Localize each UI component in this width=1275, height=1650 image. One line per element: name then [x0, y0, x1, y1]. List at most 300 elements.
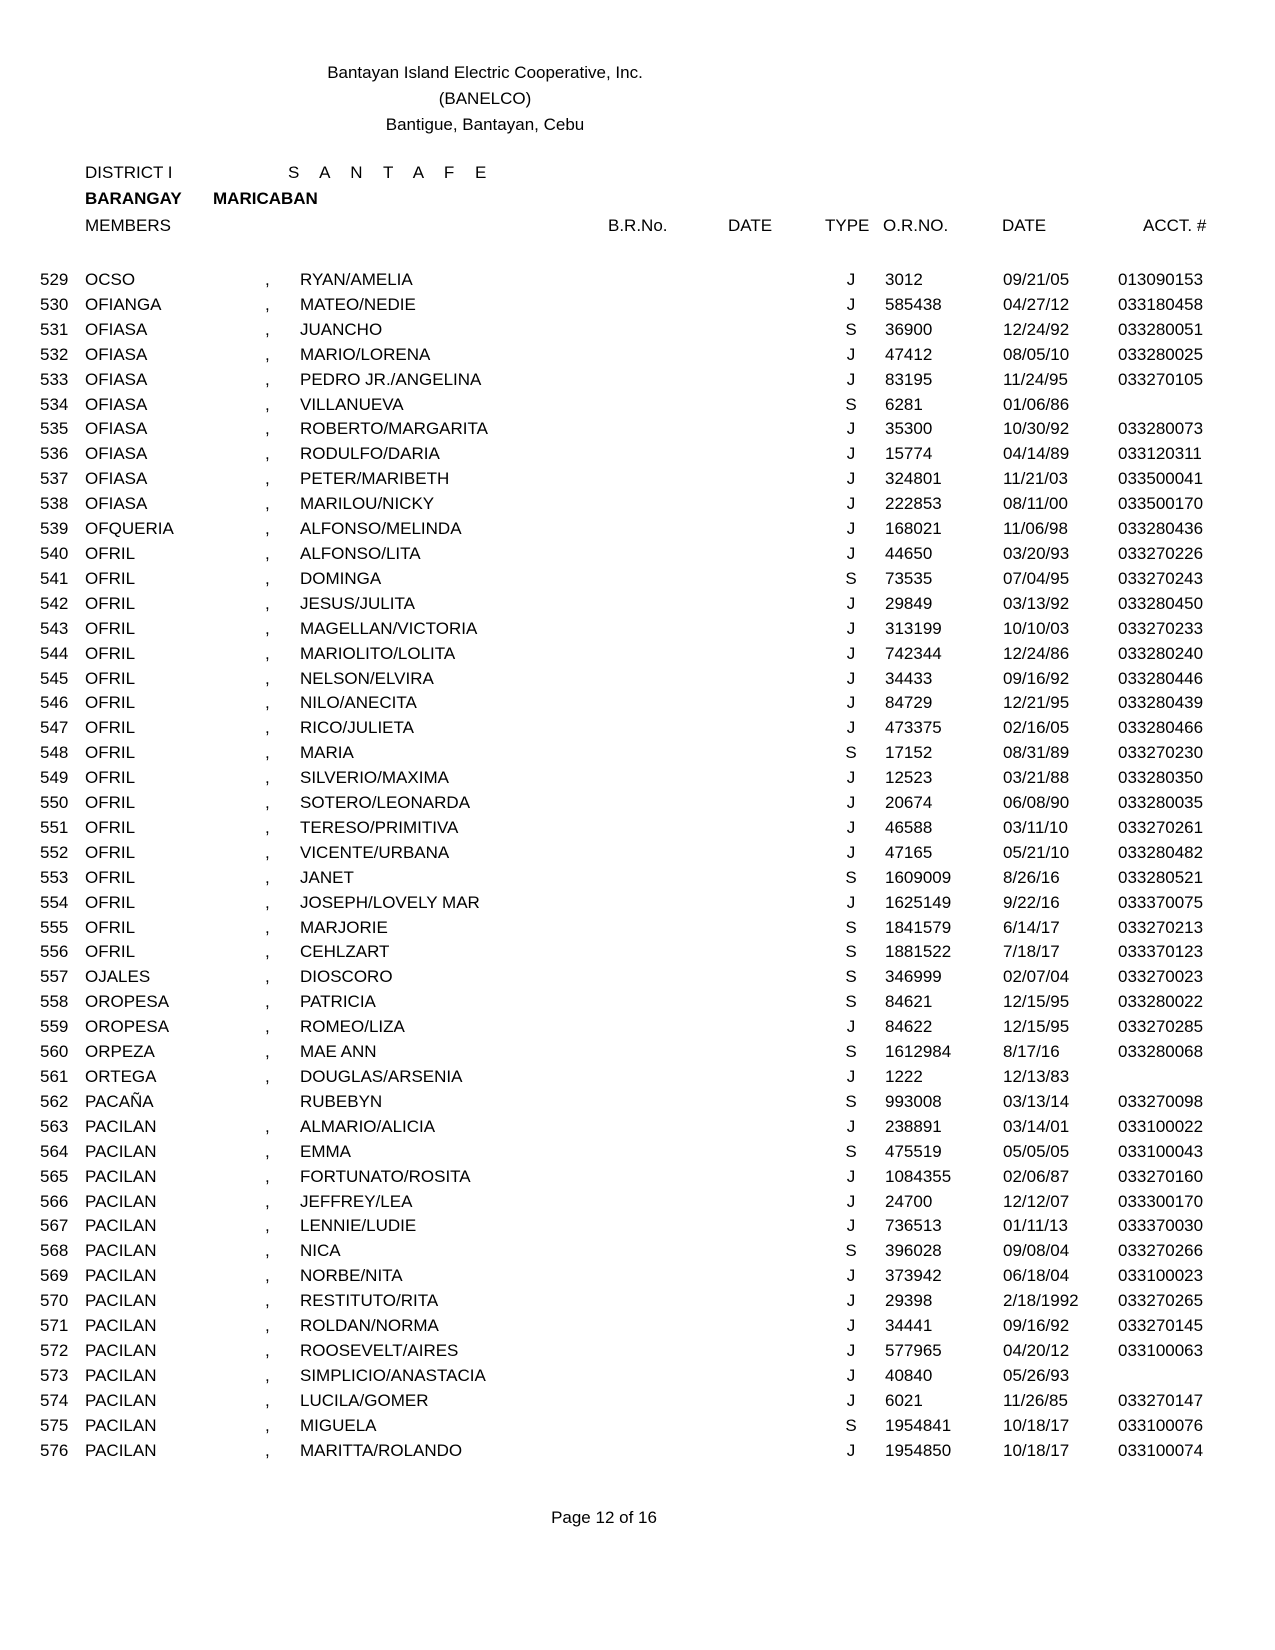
- membership-type: J: [846, 668, 856, 688]
- or-number: 15774: [885, 444, 933, 464]
- account-number: 033100074: [1118, 1440, 1204, 1460]
- surname: PACILAN: [85, 1415, 157, 1435]
- given-name: ALMARIO/ALICIA: [300, 1116, 436, 1136]
- member-row: [0, 992, 1275, 1017]
- member-row: [0, 743, 1275, 768]
- account-number: 033280025: [1118, 344, 1204, 364]
- given-name: MARIA: [300, 743, 354, 763]
- surname: PACILAN: [85, 1166, 157, 1186]
- account-number: 033100043: [1118, 1141, 1204, 1161]
- name-separator: ,: [265, 1390, 270, 1410]
- name-separator: ,: [265, 469, 270, 489]
- name-separator: ,: [265, 1191, 270, 1211]
- member-row: [0, 1391, 1275, 1416]
- given-name: LUCILA/GOMER: [300, 1390, 429, 1410]
- surname: PACILAN: [85, 1291, 157, 1311]
- row-number: 568: [40, 1241, 69, 1261]
- given-name: RUBEBYN: [300, 1091, 383, 1111]
- surname: PACILAN: [85, 1141, 157, 1161]
- membership-type: S: [845, 917, 857, 937]
- or-number: 29398: [885, 1291, 933, 1311]
- given-name: MARILOU/NICKY: [300, 494, 435, 514]
- account-number: 033100023: [1118, 1266, 1204, 1286]
- account-number: 033280466: [1118, 718, 1204, 738]
- given-name: ROMEO/LIZA: [300, 1017, 405, 1037]
- row-number: 555: [40, 917, 69, 937]
- or-number: 1609009: [885, 867, 952, 887]
- member-row: [0, 295, 1275, 320]
- membership-type: S: [845, 1415, 857, 1435]
- row-number: 533: [40, 369, 69, 389]
- surname: PACAÑA: [85, 1091, 154, 1111]
- name-separator: ,: [265, 1116, 270, 1136]
- or-date: 01/11/13: [1003, 1216, 1068, 1236]
- or-date: 04/27/12: [1003, 294, 1070, 314]
- given-name: ALFONSO/LITA: [300, 543, 421, 563]
- or-date: 08/05/10: [1003, 344, 1070, 364]
- account-number: 033280439: [1118, 693, 1204, 713]
- given-name: NELSON/ELVIRA: [300, 668, 434, 688]
- name-separator: ,: [265, 1017, 270, 1037]
- or-date: 7/18/17: [1003, 942, 1060, 962]
- row-number: 565: [40, 1166, 69, 1186]
- membership-type: J: [846, 419, 856, 439]
- membership-type: J: [846, 444, 856, 464]
- account-number: 033270105: [1118, 369, 1204, 389]
- given-name: RICO/JULIETA: [300, 718, 414, 738]
- row-number: 549: [40, 768, 69, 788]
- membership-type: J: [846, 270, 856, 289]
- row-number: 539: [40, 519, 69, 539]
- membership-type: J: [846, 618, 856, 638]
- name-separator: ,: [265, 992, 270, 1012]
- or-date: 2/18/1992: [1003, 1291, 1079, 1311]
- or-number: 12523: [885, 768, 933, 788]
- or-number: 47165: [885, 842, 933, 862]
- member-row: [0, 370, 1275, 395]
- surname: PACILAN: [85, 1116, 157, 1136]
- surname: OFRIL: [85, 892, 136, 912]
- member-row: [0, 395, 1275, 420]
- name-separator: ,: [265, 1340, 270, 1360]
- membership-type: S: [845, 1042, 857, 1062]
- or-date: 02/06/87: [1003, 1166, 1070, 1186]
- name-separator: ,: [265, 419, 270, 439]
- account-number: 033280482: [1118, 842, 1204, 862]
- given-name: JANET: [300, 867, 354, 887]
- name-separator: ,: [265, 668, 270, 688]
- account-number: 033270213: [1118, 917, 1204, 937]
- membership-type: S: [845, 1141, 857, 1161]
- row-number: 572: [40, 1340, 69, 1360]
- membership-type: J: [846, 817, 856, 837]
- surname: OFRIL: [85, 668, 136, 688]
- given-name: DIOSCORO: [300, 967, 393, 987]
- member-row: [0, 1092, 1275, 1117]
- or-number: 1625149: [885, 892, 952, 912]
- account-number: 033270160: [1118, 1166, 1204, 1186]
- given-name: NORBE/NITA: [300, 1266, 403, 1286]
- member-row: [0, 1441, 1275, 1466]
- given-name: PETER/MARIBETH: [300, 469, 450, 489]
- row-number: 540: [40, 543, 69, 563]
- account-number: 033370075: [1118, 892, 1204, 912]
- surname: PACILAN: [85, 1440, 157, 1460]
- member-row: [0, 967, 1275, 992]
- given-name: EMMA: [300, 1141, 351, 1161]
- row-number: 575: [40, 1415, 69, 1435]
- member-row: [0, 1042, 1275, 1067]
- or-date: 06/08/90: [1003, 793, 1070, 813]
- row-number: 530: [40, 294, 69, 314]
- member-row: [0, 1142, 1275, 1167]
- surname: ORTEGA: [85, 1067, 157, 1086]
- account-number: 033300170: [1118, 1191, 1204, 1211]
- or-number: 36900: [885, 319, 933, 339]
- membership-type: J: [846, 693, 856, 713]
- surname: OJALES: [85, 967, 151, 987]
- or-number: 1954850: [885, 1440, 952, 1460]
- row-number: 545: [40, 668, 69, 688]
- row-number: 563: [40, 1116, 69, 1136]
- name-separator: ,: [265, 294, 270, 314]
- or-number: 168021: [885, 519, 942, 539]
- surname: PACILAN: [85, 1390, 157, 1410]
- or-number: 1612984: [885, 1042, 952, 1062]
- row-number: 571: [40, 1316, 69, 1336]
- member-row: [0, 918, 1275, 943]
- membership-type: S: [845, 967, 857, 987]
- account-number: 033280521: [1118, 867, 1204, 887]
- membership-type: S: [845, 394, 857, 414]
- given-name: FORTUNATO/ROSITA: [300, 1166, 471, 1186]
- surname: OROPESA: [85, 992, 170, 1012]
- name-separator: ,: [265, 394, 270, 414]
- account-number: 033280240: [1118, 643, 1204, 663]
- given-name: PEDRO JR./ANGELINA: [300, 369, 482, 389]
- or-date: 8/26/16: [1003, 867, 1060, 887]
- account-number: 033120311: [1118, 444, 1202, 464]
- account-number: 033280450: [1118, 593, 1204, 613]
- barangay-value: MARICABAN: [213, 189, 318, 208]
- surname: OFIASA: [85, 494, 148, 514]
- or-number: 473375: [885, 718, 942, 738]
- given-name: MARJORIE: [300, 917, 388, 937]
- or-number: 1841579: [885, 917, 952, 937]
- member-row: [0, 818, 1275, 843]
- member-row: [0, 1017, 1275, 1042]
- member-row: [0, 419, 1275, 444]
- account-number: 033100076: [1118, 1415, 1204, 1435]
- or-date: 12/15/95: [1003, 1017, 1070, 1037]
- or-date: 07/04/95: [1003, 568, 1070, 588]
- membership-type: J: [846, 793, 856, 813]
- given-name: PATRICIA: [300, 992, 376, 1012]
- account-number: 033280068: [1118, 1042, 1204, 1062]
- membership-type: S: [845, 568, 857, 588]
- given-name: NICA: [300, 1241, 341, 1261]
- membership-type: S: [845, 1241, 857, 1261]
- given-name: MARIOLITO/LOLITA: [300, 643, 456, 663]
- member-row: [0, 619, 1275, 644]
- membership-type: S: [845, 743, 857, 763]
- or-date: 09/16/92: [1003, 1316, 1070, 1336]
- or-date: 04/14/89: [1003, 444, 1070, 464]
- name-separator: ,: [265, 743, 270, 763]
- given-name: RESTITUTO/RITA: [300, 1291, 439, 1311]
- membership-type: J: [846, 1017, 856, 1037]
- member-row: [0, 1266, 1275, 1291]
- row-number: 537: [40, 469, 69, 489]
- member-row: [0, 1067, 1275, 1092]
- or-number: 40840: [885, 1365, 933, 1385]
- column-header-date2: DATE: [1002, 216, 1047, 235]
- or-date: 05/21/10: [1003, 842, 1070, 862]
- row-number: 559: [40, 1017, 69, 1037]
- surname: OFRIL: [85, 867, 136, 887]
- account-number: 033280073: [1118, 419, 1204, 439]
- row-number: 554: [40, 892, 69, 912]
- member-row: [0, 893, 1275, 918]
- row-number: 536: [40, 444, 69, 464]
- membership-type: J: [846, 1216, 856, 1236]
- or-number: 84729: [885, 693, 933, 713]
- or-date: 09/21/05: [1003, 270, 1070, 289]
- surname: PACILAN: [85, 1316, 157, 1336]
- name-separator: ,: [265, 444, 270, 464]
- member-row: [0, 1117, 1275, 1142]
- member-row: [0, 519, 1275, 544]
- given-name: MAE ANN: [300, 1042, 377, 1062]
- given-name: VILLANUEVA: [300, 394, 404, 414]
- membership-type: J: [846, 369, 856, 389]
- member-row: [0, 693, 1275, 718]
- or-number: 6281: [885, 394, 923, 414]
- account-number: 033100063: [1118, 1340, 1204, 1360]
- or-number: 324801: [885, 469, 942, 489]
- given-name: JESUS/JULITA: [300, 593, 415, 613]
- name-separator: ,: [265, 768, 270, 788]
- row-number: 566: [40, 1191, 69, 1211]
- row-number: 534: [40, 394, 69, 414]
- name-separator: ,: [265, 618, 270, 638]
- surname: OFIANGA: [85, 294, 162, 314]
- surname: OFRIL: [85, 643, 136, 663]
- column-header-or-no: O.R.NO.: [883, 216, 949, 235]
- surname: OFIASA: [85, 344, 148, 364]
- column-header-members: MEMBERS: [85, 216, 171, 235]
- account-number: 033270147: [1118, 1390, 1204, 1410]
- name-separator: ,: [265, 967, 270, 987]
- given-name: MARITTA/ROLANDO: [300, 1440, 463, 1460]
- membership-type: J: [846, 1316, 856, 1336]
- row-number: 551: [40, 817, 69, 837]
- membership-type: J: [846, 1291, 856, 1311]
- org-name: Bantayan Island Electric Cooperative, Inc.: [327, 63, 643, 82]
- or-number: 46588: [885, 817, 933, 837]
- given-name: MARIO/LORENA: [300, 344, 431, 364]
- account-number: 033270265: [1118, 1291, 1204, 1311]
- or-number: 29849: [885, 593, 933, 613]
- surname: OROPESA: [85, 1017, 170, 1037]
- surname: PACILAN: [85, 1340, 157, 1360]
- name-separator: ,: [265, 917, 270, 937]
- name-separator: ,: [265, 1241, 270, 1261]
- account-number: 033280350: [1118, 768, 1204, 788]
- surname: OFRIL: [85, 693, 136, 713]
- name-separator: ,: [265, 1141, 270, 1161]
- surname: OFRIL: [85, 768, 136, 788]
- member-row: [0, 1341, 1275, 1366]
- given-name: RYAN/AMELIA: [300, 270, 413, 289]
- given-name: SIMPLICIO/ANASTACIA: [300, 1365, 486, 1385]
- name-separator: ,: [265, 867, 270, 887]
- row-number: 552: [40, 842, 69, 862]
- member-row: [0, 669, 1275, 694]
- surname: OFIASA: [85, 319, 148, 339]
- org-address: Bantigue, Bantayan, Cebu: [385, 115, 585, 134]
- name-separator: ,: [265, 494, 270, 514]
- membership-type: J: [846, 1390, 856, 1410]
- or-date: 05/05/05: [1003, 1141, 1070, 1161]
- or-date: 12/21/95: [1003, 693, 1070, 713]
- row-number: 556: [40, 942, 69, 962]
- or-number: 313199: [885, 618, 942, 638]
- member-row: [0, 469, 1275, 494]
- or-number: 73535: [885, 568, 933, 588]
- name-separator: ,: [265, 270, 270, 289]
- member-row: [0, 1241, 1275, 1266]
- member-row: [0, 868, 1275, 893]
- or-date: 12/12/07: [1003, 1191, 1070, 1211]
- row-number: 535: [40, 419, 69, 439]
- surname: OFIASA: [85, 469, 148, 489]
- name-separator: ,: [265, 1067, 270, 1086]
- or-date: 12/13/83: [1003, 1067, 1070, 1086]
- membership-type: J: [846, 842, 856, 862]
- column-header-br-no: B.R.No.: [608, 216, 668, 235]
- member-row: [0, 843, 1275, 868]
- row-number: 576: [40, 1440, 69, 1460]
- row-number: 543: [40, 618, 69, 638]
- membership-type: J: [846, 469, 856, 489]
- given-name: NILO/ANECITA: [300, 693, 417, 713]
- row-number: 570: [40, 1291, 69, 1311]
- membership-type: S: [845, 992, 857, 1012]
- name-separator: ,: [265, 593, 270, 613]
- name-separator: ,: [265, 693, 270, 713]
- or-number: 84621: [885, 992, 933, 1012]
- account-number: 033500170: [1118, 494, 1204, 514]
- surname: OFRIL: [85, 593, 136, 613]
- account-number: 033270098: [1118, 1091, 1204, 1111]
- or-date: 10/18/17: [1003, 1440, 1070, 1460]
- or-date: 04/20/12: [1003, 1340, 1070, 1360]
- member-row: [0, 1416, 1275, 1441]
- or-date: 03/14/01: [1003, 1116, 1070, 1136]
- or-number: 1954841: [885, 1415, 952, 1435]
- page-number: Page 12 of 16: [551, 1508, 657, 1527]
- or-date: 11/26/85: [1003, 1390, 1068, 1410]
- surname: PACILAN: [85, 1191, 157, 1211]
- member-row: [0, 1192, 1275, 1217]
- name-separator: ,: [265, 643, 270, 663]
- membership-type: J: [846, 1440, 856, 1460]
- surname: PACILAN: [85, 1365, 157, 1385]
- name-separator: ,: [265, 543, 270, 563]
- given-name: ROOSEVELT/AIRES: [300, 1340, 459, 1360]
- name-separator: ,: [265, 568, 270, 588]
- name-separator: ,: [265, 1216, 270, 1236]
- given-name: CEHLZART: [300, 942, 390, 962]
- or-number: 20674: [885, 793, 933, 813]
- or-date: 02/16/05: [1003, 718, 1070, 738]
- name-separator: ,: [265, 892, 270, 912]
- row-number: 561: [40, 1067, 69, 1086]
- row-number: 538: [40, 494, 69, 514]
- member-row: [0, 444, 1275, 469]
- or-number: 346999: [885, 967, 942, 987]
- name-separator: ,: [265, 369, 270, 389]
- name-separator: ,: [265, 344, 270, 364]
- surname: ORPEZA: [85, 1042, 155, 1062]
- name-separator: ,: [265, 1415, 270, 1435]
- membership-type: J: [846, 1116, 856, 1136]
- name-separator: ,: [265, 793, 270, 813]
- member-row: [0, 320, 1275, 345]
- given-name: SILVERIO/MAXIMA: [300, 768, 449, 788]
- row-number: 544: [40, 643, 69, 663]
- row-number: 546: [40, 693, 69, 713]
- member-table: [0, 270, 1275, 1466]
- row-number: 574: [40, 1390, 69, 1410]
- or-date: 02/07/04: [1003, 967, 1070, 987]
- account-number: 033280446: [1118, 668, 1204, 688]
- member-row: [0, 270, 1275, 295]
- given-name: SOTERO/LEONARDA: [300, 793, 471, 813]
- account-number: 033100022: [1118, 1116, 1204, 1136]
- or-number: 17152: [885, 743, 933, 763]
- row-number: 548: [40, 743, 69, 763]
- member-row: [0, 544, 1275, 569]
- surname: OFRIL: [85, 942, 136, 962]
- or-number: 1881522: [885, 942, 952, 962]
- name-separator: ,: [265, 1042, 270, 1062]
- name-separator: ,: [265, 1291, 270, 1311]
- given-name: DOMINGA: [300, 568, 382, 588]
- or-number: 577965: [885, 1340, 942, 1360]
- membership-type: J: [846, 593, 856, 613]
- or-number: 585438: [885, 294, 942, 314]
- surname: OFRIL: [85, 618, 136, 638]
- row-number: 542: [40, 593, 69, 613]
- or-date: 10/10/03: [1003, 618, 1070, 638]
- given-name: DOUGLAS/ARSENIA: [300, 1067, 463, 1086]
- member-row: [0, 494, 1275, 519]
- org-title-block: [285, 60, 685, 138]
- or-date: 6/14/17: [1003, 917, 1060, 937]
- org-abbreviation: (BANELCO): [438, 89, 532, 108]
- surname: OFRIL: [85, 718, 136, 738]
- membership-type: J: [846, 643, 856, 663]
- surname: OFRIL: [85, 817, 136, 837]
- row-number: 558: [40, 992, 69, 1012]
- or-date: 03/20/93: [1003, 543, 1070, 563]
- surname: OFRIL: [85, 568, 136, 588]
- membership-type: S: [845, 1091, 857, 1111]
- row-number: 531: [40, 319, 69, 339]
- account-number: 013090153: [1118, 270, 1204, 289]
